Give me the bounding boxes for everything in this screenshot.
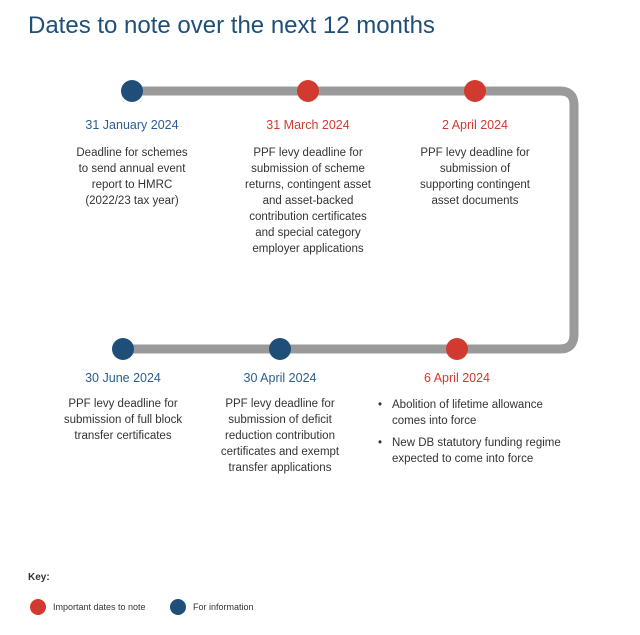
- event-date: 31 January 2024: [85, 118, 179, 132]
- key-information: For information: [170, 599, 254, 615]
- red-dot-icon: [30, 599, 46, 615]
- key-important: Important dates to note: [30, 599, 146, 615]
- event-date: 30 June 2024: [85, 371, 161, 385]
- page-title: Dates to note over the next 12 months: [28, 12, 435, 39]
- event-date: 30 April 2024: [243, 371, 317, 385]
- event-description: Deadline for schemes to send annual event report to HMRC (2022/23 tax year): [76, 147, 188, 207]
- bullet-item: • New DB statutory funding regime expected to come into force: [378, 435, 578, 467]
- event-description: PPF levy deadline for submission of full block transfer certificates: [63, 398, 183, 442]
- event-marker-apr30: [269, 338, 291, 360]
- event-marker-apr6: [446, 338, 468, 360]
- event-description: PPF levy deadline for submission of deficit reduction contribution certificates and exempt transfer applications: [220, 398, 340, 474]
- event-marker-jan31: [121, 80, 143, 102]
- event-marker-apr2: [464, 80, 486, 102]
- event-date: 31 March 2024: [266, 118, 350, 132]
- event-description: PPF levy deadline for submission of supporting contingent asset documents: [420, 147, 530, 207]
- key-title: Key:: [28, 572, 50, 583]
- event-bullets: [378, 397, 578, 473]
- event-description: PPF levy deadline for submission of scheme returns, contingent asset and asset-backed contribution certificates and special category employer applications: [245, 147, 371, 255]
- blue-dot-icon: [170, 599, 186, 615]
- event-date: 6 April 2024: [423, 371, 491, 385]
- event-date: 2 April 2024: [441, 118, 509, 132]
- event-marker-jun30: [112, 338, 134, 360]
- event-marker-mar31: [297, 80, 319, 102]
- bullet-item: • Abolition of lifetime allowance comes into force: [378, 397, 578, 429]
